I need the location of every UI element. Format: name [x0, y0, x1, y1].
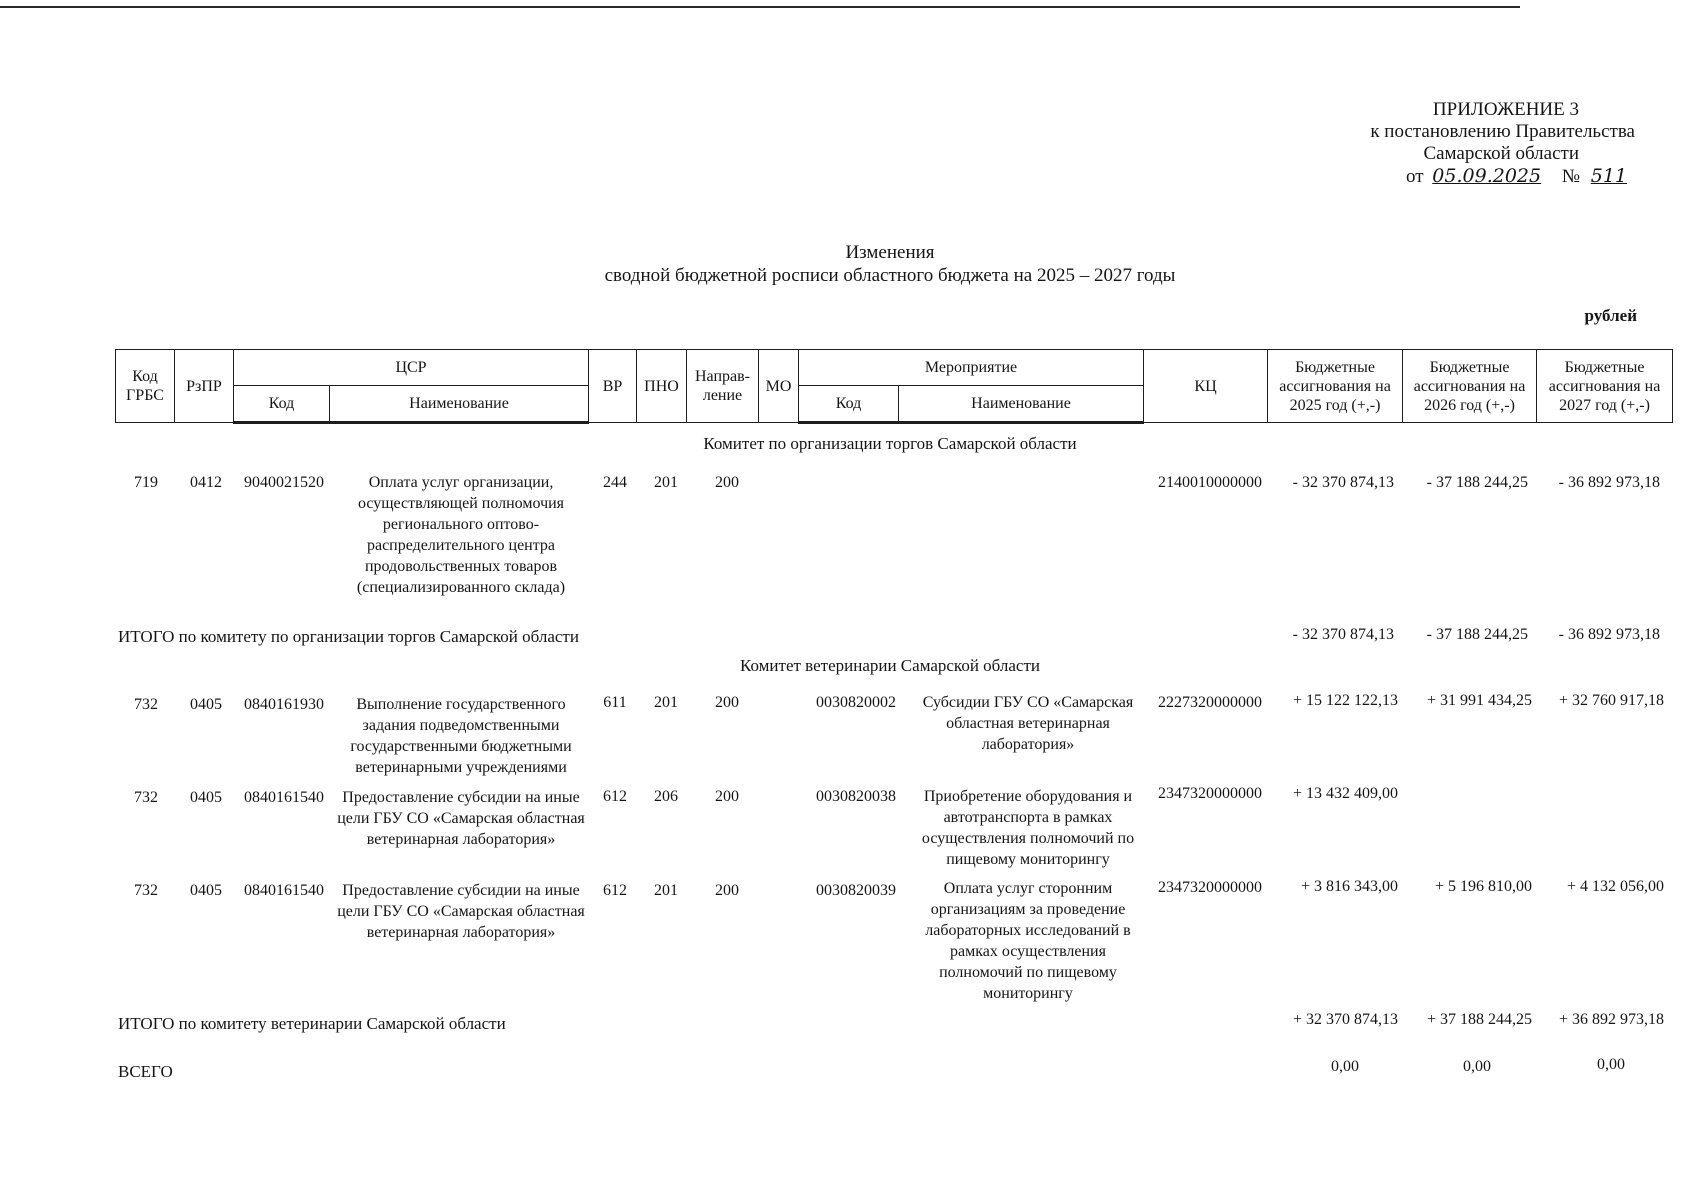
header-y2026: Бюджетные ассигнования на 2026 год (+,-) [1403, 350, 1537, 423]
meropr-name-cell: Приобретение оборудования и автотранспорта в рамках осуществления полномочий по пищевому мониторингу [921, 788, 1135, 868]
grand-total-y2025: 0,00 [1331, 1058, 1359, 1075]
section-title-vet: Комитет ветеринарии Самарской области [740, 656, 1040, 675]
appendix-date-line [1295, 165, 1635, 188]
y2027-cell: + 4 132 056,00 [1566, 878, 1664, 895]
header-csr-name: Наименование [330, 386, 589, 423]
kc-cell: 2227320000000 [1158, 694, 1262, 711]
vr-cell: 611 [603, 694, 627, 711]
total-label: ИТОГО по комитету по организации торгов Самарской области [118, 627, 579, 646]
header-mo: МО [759, 350, 799, 423]
handwritten-date: 05.09.2025 [1432, 165, 1542, 187]
rzpr-cell: 0405 [190, 696, 222, 713]
total-y2025: - 32 370 874,13 [1292, 626, 1394, 643]
handwritten-number: 511 [1590, 165, 1627, 187]
kc-cell: 2347320000000 [1158, 785, 1262, 802]
grbs-cell: 732 [134, 789, 158, 806]
csr-cell: 0840161540 [244, 882, 324, 899]
total-y2026: + 37 188 244,25 [1426, 1011, 1532, 1028]
napr-cell: 200 [715, 788, 739, 805]
grbs-cell: 732 [134, 882, 158, 899]
grand-total-y2026: 0,00 [1463, 1058, 1491, 1075]
total-y2025: + 32 370 874,13 [1292, 1011, 1398, 1028]
y2027-cell: + 32 760 917,18 [1558, 692, 1664, 709]
meropr-kod-cell: 0030820039 [816, 882, 896, 899]
csr-cell: 9040021520 [244, 474, 324, 491]
name-cell: Оплата услуг организации, осуществляющей полномочия регионального оптово-распределительного центра продовольственных товаров (специализированного склада) [356, 474, 566, 596]
meropr-name-cell: Оплата услуг сторонним организациям за проведение лабораторных исследований в рамках осуществления полномочий по пищевому мониторингу [925, 880, 1131, 1002]
header-kod-grbs: Код ГРБС [116, 350, 175, 423]
y2025-cell: + 13 432 409,00 [1292, 785, 1398, 802]
grbs-cell: 732 [134, 696, 158, 713]
meropr-kod-cell: 0030820002 [816, 694, 896, 711]
name-cell: Предоставление субсидии на иные цели ГБУ СО «Самарская областная ветеринарная лаборатория» [337, 882, 585, 941]
appendix-block [1295, 99, 1635, 188]
kc-cell: 2347320000000 [1158, 879, 1262, 896]
total-y2027: - 36 892 973,18 [1558, 626, 1660, 643]
header-rzpr: РзПР [175, 350, 234, 423]
units-label: рублей [1584, 306, 1637, 325]
section-title-torgi: Комитет по организации торгов Самарской области [703, 434, 1077, 453]
napr-cell: 200 [715, 694, 739, 711]
document-title: Изменения [845, 242, 935, 263]
header-csr: ЦСР [234, 350, 589, 386]
header-meropr-name: Наименование [899, 386, 1144, 423]
kc-cell: 2140010000000 [1158, 474, 1262, 491]
top-rule [0, 6, 1520, 8]
header-vr: ВР [589, 350, 637, 423]
grand-total-y2027: 0,00 [1597, 1056, 1625, 1073]
grbs-cell: 719 [134, 474, 158, 491]
pno-cell: 201 [654, 882, 678, 899]
meropr-kod-cell: 0030820038 [816, 788, 896, 805]
total-label: ИТОГО по комитету ветеринарии Самарской области [118, 1014, 506, 1033]
name-cell: Предоставление субсидии на иные цели ГБУ СО «Самарская областная ветеринарная лаборатория» [337, 789, 585, 848]
y2025-cell: + 3 816 343,00 [1300, 878, 1398, 895]
header-kc: КЦ [1144, 350, 1268, 423]
header-csr-kod: Код [234, 386, 330, 423]
header-meropr-kod: Код [799, 386, 899, 423]
header-meropr: Мероприятие [799, 350, 1144, 386]
appendix-region: Самарской области [1423, 143, 1579, 164]
pno-cell: 201 [654, 474, 678, 491]
y2026-cell: + 31 991 434,25 [1426, 692, 1532, 709]
pno-cell: 201 [654, 694, 678, 711]
grand-total-label: ВСЕГО [118, 1062, 173, 1081]
header-napr: Направ-ление [687, 350, 759, 423]
header-pno: ПНО [637, 350, 687, 423]
rzpr-cell: 0405 [190, 789, 222, 806]
rzpr-cell: 0412 [190, 474, 222, 491]
number-prefix: № [1561, 166, 1580, 187]
appendix-reference: к постановлению Правительства [1370, 121, 1635, 142]
appendix-title: ПРИЛОЖЕНИЕ 3 [1432, 99, 1579, 120]
total-y2027: + 36 892 973,18 [1558, 1011, 1664, 1028]
rzpr-cell: 0405 [190, 882, 222, 899]
header-table [115, 349, 1673, 424]
meropr-name-cell: Субсидии ГБУ СО «Самарская областная ветеринарная лаборатория» [922, 694, 1134, 753]
y2026-cell: + 5 196 810,00 [1434, 878, 1532, 895]
header-y2027: Бюджетные ассигнования на 2027 год (+,-) [1537, 350, 1673, 423]
header-y2025: Бюджетные ассигнования на 2025 год (+,-) [1268, 350, 1403, 423]
y2025-cell: + 15 122 122,13 [1292, 692, 1398, 709]
csr-cell: 0840161540 [244, 789, 324, 806]
napr-cell: 200 [715, 882, 739, 899]
y2027-cell: - 36 892 973,18 [1558, 474, 1660, 491]
date-prefix: от [1405, 166, 1424, 187]
vr-cell: 244 [603, 474, 627, 491]
csr-cell: 0840161930 [244, 696, 324, 713]
vr-cell: 612 [603, 788, 627, 805]
document-subtitle: сводной бюджетной росписи областного бюджета на 2025 – 2027 годы [604, 265, 1176, 286]
y2026-cell: - 37 188 244,25 [1426, 474, 1528, 491]
name-cell: Выполнение государственного задания подведомственными государственными бюджетными ветеринарными учреждениями [350, 696, 572, 776]
y2025-cell: - 32 370 874,13 [1292, 474, 1394, 491]
napr-cell: 200 [715, 474, 739, 491]
total-y2026: - 37 188 244,25 [1426, 626, 1528, 643]
pno-cell: 206 [654, 788, 678, 805]
vr-cell: 612 [603, 882, 627, 899]
